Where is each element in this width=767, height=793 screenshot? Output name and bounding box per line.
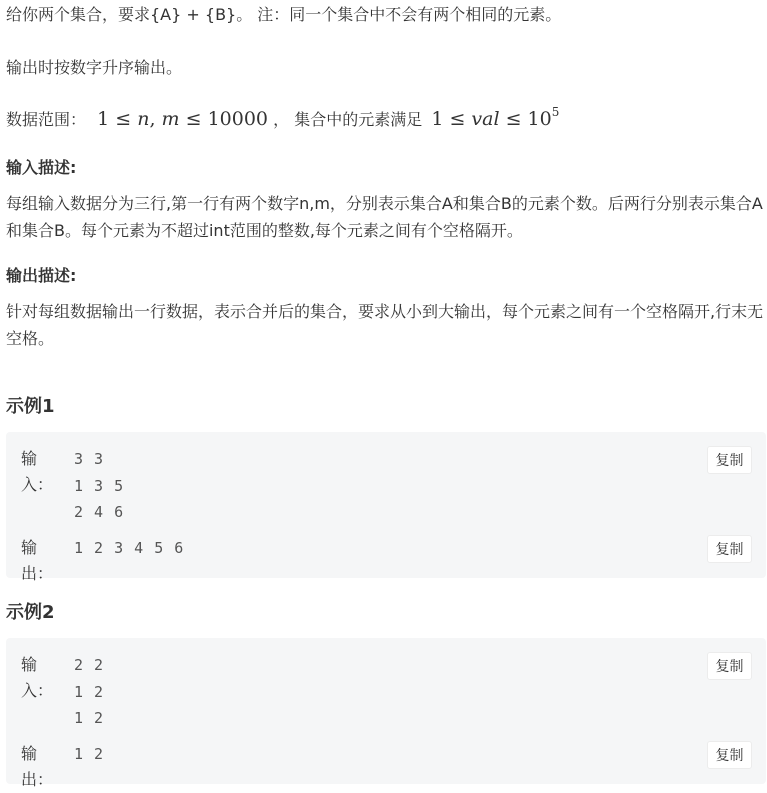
example-1-output-copy-button[interactable]: 复制 — [707, 535, 752, 563]
output-desc-text: 针对每组数据输出一行数据，表示合并后的集合，要求从小到大输出，每个元素之间有一个空格隔开,行末无空格。 — [6, 302, 764, 348]
example-1-title: 示例1 — [6, 396, 55, 417]
example-1-input-line: 2 4 6 — [74, 503, 125, 521]
example-2-input-line: 1 2 — [74, 709, 105, 727]
example-2-output-copy-button[interactable]: 复制 — [707, 741, 752, 769]
example-2-input-label: 输入： — [21, 655, 54, 700]
output-desc-heading: 输出描述: — [6, 266, 77, 285]
data-range-prefix: 数据范围： — [6, 110, 87, 129]
data-range-math-nm: 1 ≤ n, m ≤ 10000 — [97, 108, 269, 130]
example-1-input-copy-button[interactable]: 复制 — [707, 446, 752, 474]
example-1-input-line: 1 3 5 — [74, 476, 125, 495]
example-2-output-line: 1 2 — [74, 745, 105, 763]
problem-line-1: 给你两个集合，要求{A} + {B}。 注：同一个集合中不会有两个相同的元素。 — [6, 5, 562, 24]
input-desc-heading: 输入描述: — [6, 158, 77, 177]
example-2-output-lines — [74, 741, 104, 768]
example-2-input-line: 2 2 — [74, 656, 105, 674]
example-2-box — [6, 638, 766, 789]
data-range — [6, 106, 559, 133]
data-range-middle: ， 集合中的元素满足 — [273, 110, 423, 129]
example-1-input-label: 输入： — [21, 449, 54, 494]
input-desc-text: 每组输入数据分为三行,第一行有两个数字n,m，分别表示集合A和集合B的元素个数。后两行分别表示集合A和集合B。每个元素为不超过int范围的整数,每个元素之间有个空格隔开。 — [6, 194, 763, 240]
example-1-box — [6, 432, 766, 583]
example-1-output-lines — [74, 535, 184, 562]
example-2-input-line: 1 2 — [74, 682, 105, 701]
data-range-math-val: 1 ≤ val ≤ $10^5$ — [431, 105, 560, 130]
example-1-input-lines — [74, 446, 124, 526]
data-range-exponent: 5 — [551, 105, 560, 119]
example-2-input-lines — [74, 652, 104, 732]
example-2-output-label: 输出： — [21, 744, 54, 789]
problem-line-2: 输出时按数字升序输出。 — [6, 58, 183, 77]
example-1-input-line: 3 3 — [74, 450, 105, 468]
example-1-output-label: 输出： — [21, 538, 54, 583]
example-1-output-line: 1 2 3 4 5 6 — [74, 539, 185, 557]
example-2-title: 示例2 — [6, 602, 55, 623]
example-2-input-copy-button[interactable]: 复制 — [707, 652, 752, 680]
